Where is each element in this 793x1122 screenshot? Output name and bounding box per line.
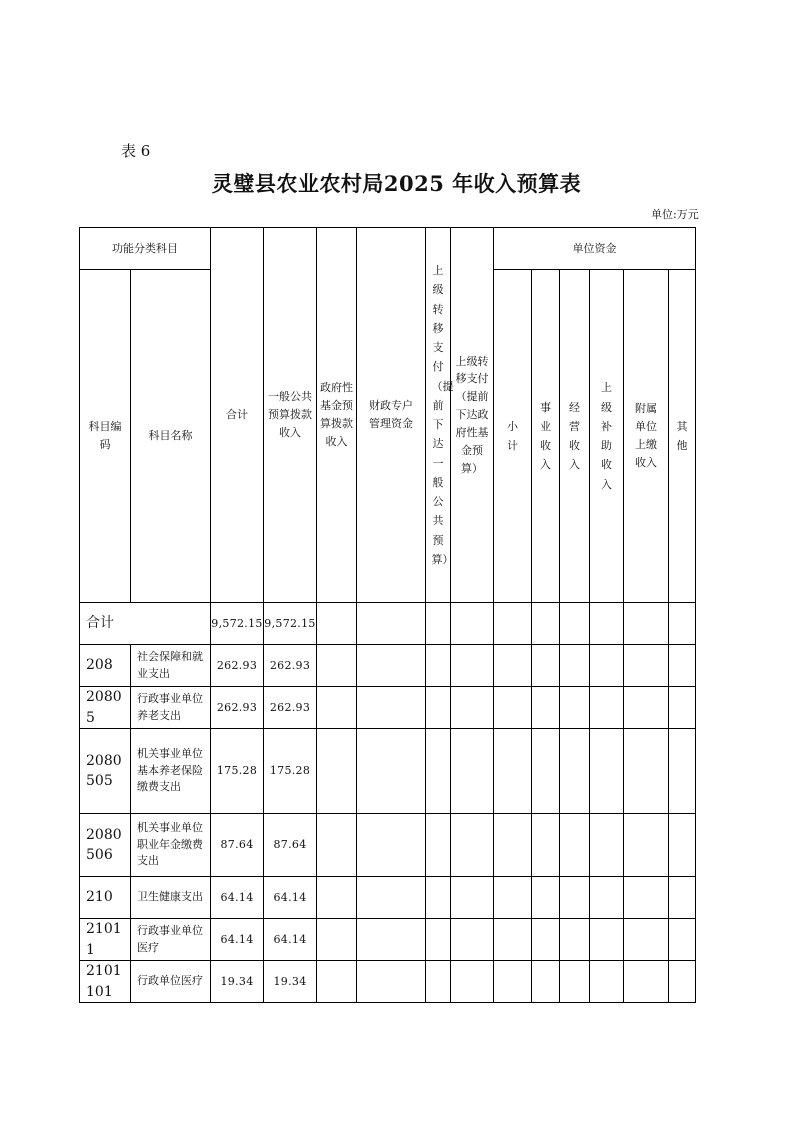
empty-cell (590, 919, 624, 961)
header-subtotal: 小计 (494, 270, 532, 603)
empty-cell (426, 603, 451, 645)
empty-cell (426, 961, 451, 1003)
header-row-1 (80, 228, 696, 270)
empty-cell (669, 645, 696, 687)
empty-cell (451, 729, 494, 814)
header-subsidy: 上级补助收入 (590, 270, 624, 603)
header-gov-fund: 政府性基金预算拨款收入 (317, 228, 357, 603)
row-name: 社会保障和就业支出 (131, 645, 211, 687)
empty-cell (317, 729, 357, 814)
empty-cell (669, 877, 696, 919)
empty-cell (494, 603, 532, 645)
empty-cell (624, 729, 669, 814)
empty-cell (532, 687, 560, 729)
unit-label: 单位:万元 (651, 208, 699, 221)
empty-cell (426, 645, 451, 687)
page-title: 灵璧县农业农村局2025 年收入预算表 (211, 171, 582, 196)
empty-cell (669, 919, 696, 961)
empty-cell (624, 877, 669, 919)
empty-cell (590, 814, 624, 877)
header-code: 科目编码 (80, 270, 131, 603)
row-total: 262.93 (211, 687, 264, 729)
empty-cell (494, 919, 532, 961)
empty-cell (560, 877, 590, 919)
empty-cell (494, 814, 532, 877)
header-operating: 经营收入 (560, 270, 590, 603)
empty-cell (317, 645, 357, 687)
empty-cell (624, 919, 669, 961)
empty-cell (426, 919, 451, 961)
total-label: 合计 (80, 603, 211, 645)
row-code: 2080506 (80, 814, 131, 877)
row-name: 机关事业单位基本养老保险缴费支出 (131, 729, 211, 814)
header-affiliated: 附属单位上缴收入 (624, 270, 669, 603)
empty-cell (357, 814, 426, 877)
empty-cell (560, 687, 590, 729)
empty-cell (317, 603, 357, 645)
empty-cell (494, 961, 532, 1003)
row-total: 64.14 (211, 919, 264, 961)
empty-cell (532, 919, 560, 961)
table-row (80, 687, 696, 729)
empty-cell (624, 687, 669, 729)
row-code: 2101101 (80, 961, 131, 1003)
empty-cell (532, 877, 560, 919)
row-general: 262.93 (264, 645, 317, 687)
empty-cell (590, 877, 624, 919)
empty-cell (357, 645, 426, 687)
row-general: 262.93 (264, 687, 317, 729)
row-total: 175.28 (211, 729, 264, 814)
header-general: 一般公共预算拨款收入 (264, 228, 317, 603)
empty-cell (624, 961, 669, 1003)
empty-cell (624, 645, 669, 687)
header-unit-funds: 单位资金 (494, 228, 696, 270)
row-name: 行政单位医疗 (131, 961, 211, 1003)
row-name: 行政事业单位养老支出 (131, 687, 211, 729)
row-general: 64.14 (264, 919, 317, 961)
empty-cell (590, 729, 624, 814)
empty-cell (451, 687, 494, 729)
header-other: 其他 (669, 270, 696, 603)
empty-cell (357, 729, 426, 814)
empty-cell (590, 961, 624, 1003)
empty-cell (357, 687, 426, 729)
row-code: 208 (80, 645, 131, 687)
empty-cell (317, 919, 357, 961)
row-name: 机关事业单位职业年金缴费支出 (131, 814, 211, 877)
empty-cell (532, 645, 560, 687)
empty-cell (357, 961, 426, 1003)
row-code: 2080505 (80, 729, 131, 814)
empty-cell (532, 729, 560, 814)
header-business: 事业收入 (532, 270, 560, 603)
empty-cell (426, 729, 451, 814)
row-code: 20805 (80, 687, 131, 729)
row-name: 卫生健康支出 (131, 877, 211, 919)
empty-cell (560, 729, 590, 814)
budget-table (79, 227, 696, 1003)
empty-cell (317, 877, 357, 919)
empty-cell (426, 877, 451, 919)
row-general: 64.14 (264, 877, 317, 919)
header-transfer-fund: 上级转移支付（提前下达政府性基金预算） (451, 228, 494, 603)
row-general: 19.34 (264, 961, 317, 1003)
row-name: 行政事业单位医疗 (131, 919, 211, 961)
empty-cell (317, 687, 357, 729)
empty-cell (357, 919, 426, 961)
empty-cell (494, 729, 532, 814)
table-row (80, 919, 696, 961)
empty-cell (532, 814, 560, 877)
table-number: 表 6 (121, 142, 151, 160)
empty-cell (494, 645, 532, 687)
empty-cell (451, 645, 494, 687)
empty-cell (494, 877, 532, 919)
table-row (80, 961, 696, 1003)
total-row (80, 603, 696, 645)
empty-cell (357, 603, 426, 645)
empty-cell (451, 877, 494, 919)
empty-cell (317, 814, 357, 877)
empty-cell (560, 961, 590, 1003)
empty-cell (669, 814, 696, 877)
header-special: 财政专户管理资金 (357, 228, 426, 603)
empty-cell (669, 603, 696, 645)
row-general: 175.28 (264, 729, 317, 814)
empty-cell (317, 961, 357, 1003)
table-row (80, 729, 696, 814)
row-code: 21011 (80, 919, 131, 961)
empty-cell (560, 645, 590, 687)
header-transfer-general: 上级转移支付（提前下达一般公共预算） (426, 228, 451, 603)
row-total: 87.64 (211, 814, 264, 877)
empty-cell (451, 961, 494, 1003)
header-total: 合计 (211, 228, 264, 603)
total-amount: 9,572.15 (211, 603, 264, 645)
empty-cell (590, 687, 624, 729)
empty-cell (590, 645, 624, 687)
empty-cell (357, 877, 426, 919)
row-code: 210 (80, 877, 131, 919)
empty-cell (669, 687, 696, 729)
empty-cell (451, 603, 494, 645)
empty-cell (451, 814, 494, 877)
total-general: 9,572.15 (264, 603, 317, 645)
empty-cell (532, 603, 560, 645)
table-row (80, 645, 696, 687)
table-row (80, 814, 696, 877)
empty-cell (532, 961, 560, 1003)
empty-cell (494, 687, 532, 729)
empty-cell (624, 603, 669, 645)
empty-cell (560, 919, 590, 961)
empty-cell (590, 603, 624, 645)
row-general: 87.64 (264, 814, 317, 877)
empty-cell (426, 687, 451, 729)
empty-cell (560, 603, 590, 645)
header-name: 科目名称 (131, 270, 211, 603)
row-total: 19.34 (211, 961, 264, 1003)
empty-cell (451, 919, 494, 961)
table-row (80, 877, 696, 919)
empty-cell (426, 814, 451, 877)
row-total: 262.93 (211, 645, 264, 687)
empty-cell (669, 729, 696, 814)
row-total: 64.14 (211, 877, 264, 919)
header-func-group: 功能分类科目 (80, 228, 211, 270)
empty-cell (669, 961, 696, 1003)
empty-cell (560, 814, 590, 877)
empty-cell (624, 814, 669, 877)
